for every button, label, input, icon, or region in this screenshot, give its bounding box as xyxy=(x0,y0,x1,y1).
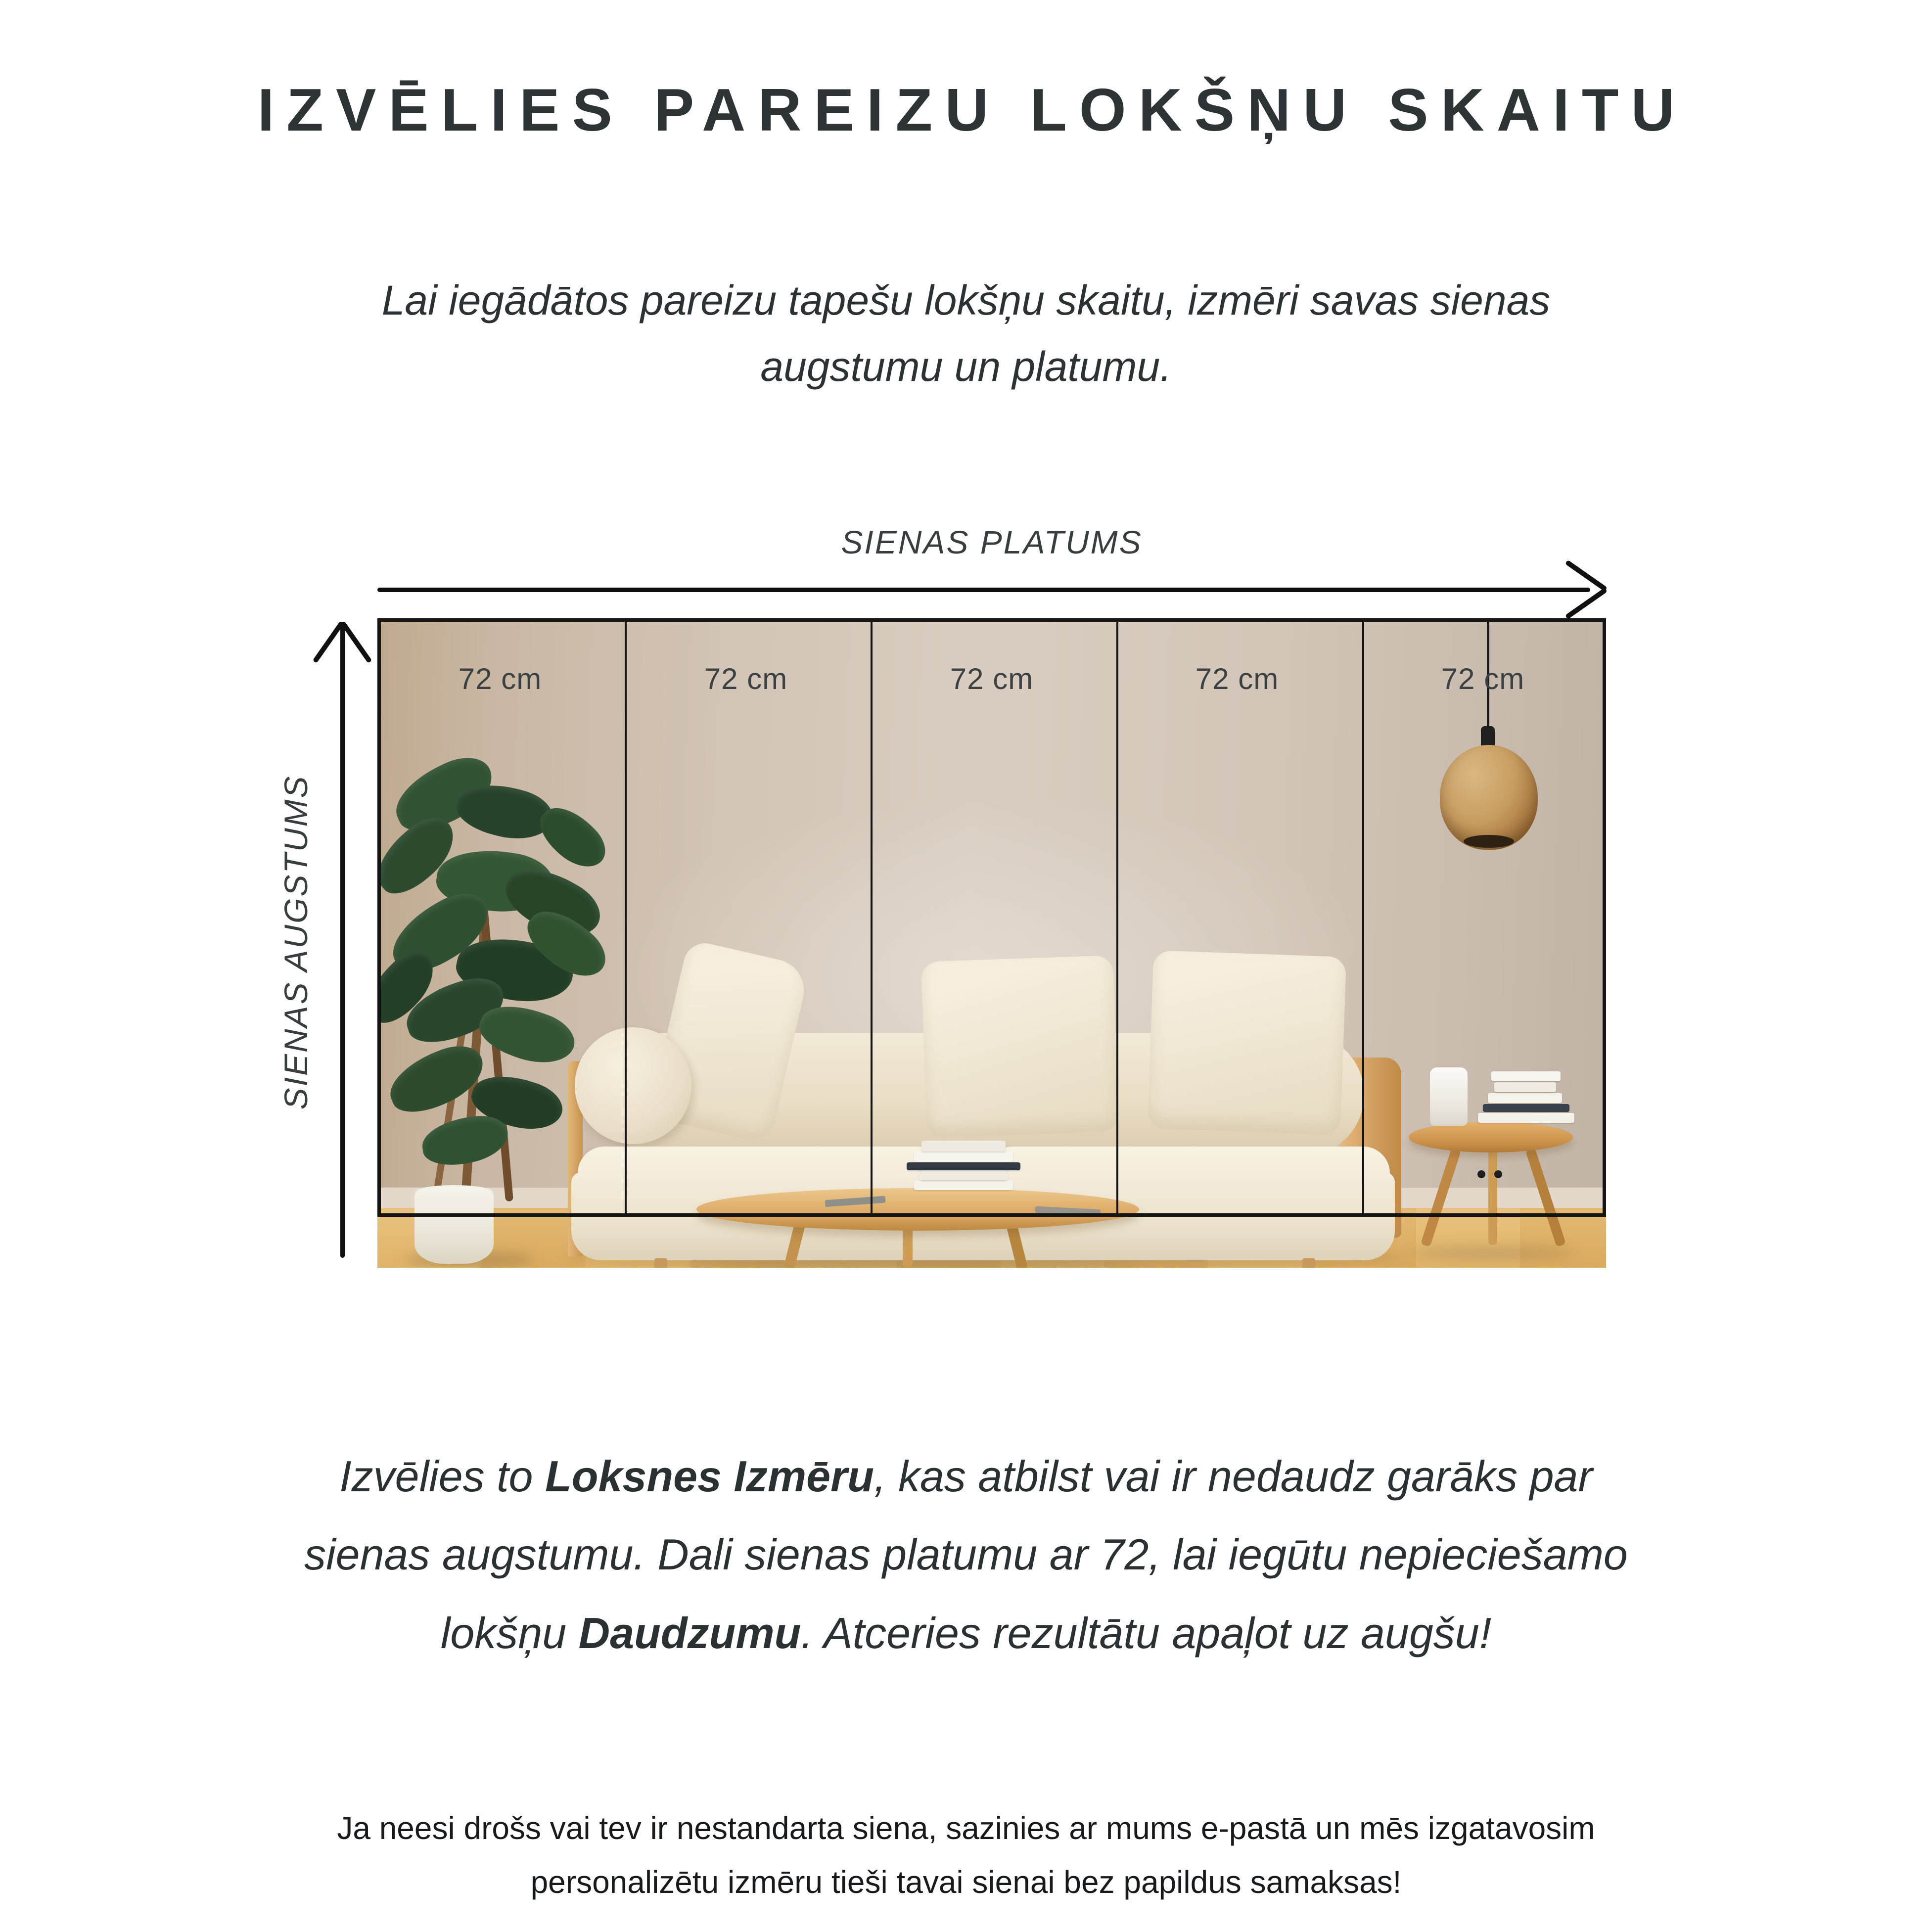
instructions-text: . Atceries rezultātu apaļot uz augšu! xyxy=(801,1608,1492,1657)
subtitle-line-2: augstumu un platumu. xyxy=(760,343,1172,390)
sheet-divider-line xyxy=(1362,622,1364,1213)
height-arrow-head-icon xyxy=(313,621,344,663)
wall-width-axis-label: SIENAS PLATUMS xyxy=(841,524,1143,560)
instructions-line-1 xyxy=(0,1437,1932,1516)
instructions-paragraph xyxy=(0,1437,1932,1672)
sofa-leg xyxy=(1302,1258,1315,1268)
side-table-shadow xyxy=(1411,1246,1574,1259)
instructions-text: Izvēlies to xyxy=(339,1452,545,1501)
sheet-width-label: 72 cm xyxy=(704,662,788,695)
height-arrow-line xyxy=(340,624,345,1258)
instructions-line-3 xyxy=(0,1594,1932,1672)
footer-line-2: personalizētu izmēru tieši tavai sienai bez papildus samaksas! xyxy=(530,1864,1402,1900)
instructions-text: lokšņu xyxy=(440,1608,579,1657)
sheet-width-label: 72 cm xyxy=(1195,662,1279,695)
sheet-divider-line xyxy=(871,622,873,1213)
footer-line-1: Ja neesi drošs vai tev ir nestandarta siena, sazinies ar mums e-pastā un mēs izgatavosim xyxy=(337,1810,1595,1846)
sheet-width-label: 72 cm xyxy=(1441,662,1525,695)
subtitle xyxy=(0,267,1932,400)
instructions-line-2 xyxy=(0,1516,1932,1594)
sheet-divider-line xyxy=(625,622,627,1213)
page-title: IZVĒLIES PAREIZU LOKŠŅU SKAITU xyxy=(257,76,1687,143)
instructions-text: sienas augstumu. Dali sienas platumu ar 72, lai iegūtu nepieciešamo xyxy=(304,1530,1628,1579)
instructions-text: , kas atbilst vai ir nedaudz garāks par xyxy=(874,1452,1593,1501)
quantity-term: Daudzumu xyxy=(578,1608,801,1657)
width-arrow-line xyxy=(377,588,1590,592)
coffee-table-leg xyxy=(903,1226,913,1267)
sheet-width-label: 72 cm xyxy=(950,662,1034,695)
width-arrow-head-icon xyxy=(1565,560,1608,592)
sheet-width-label: 72 cm xyxy=(458,662,542,695)
sofa-leg xyxy=(654,1258,667,1268)
sheet-divider-line xyxy=(1116,622,1118,1213)
sheet-size-term: Loksnes Izmēru xyxy=(545,1452,874,1501)
width-arrow-head-icon xyxy=(1565,588,1608,619)
subtitle-line-1: Lai iegādātos pareizu tapešu lokšņu skaitu, izmēri savas sienas xyxy=(381,277,1551,323)
footer-note xyxy=(0,1801,1932,1909)
height-arrow-head-icon xyxy=(340,621,372,663)
wall-height-axis-label: SIENAS AUGSTUMS xyxy=(277,775,314,1110)
sheet-grid-overlay xyxy=(377,618,1606,1217)
